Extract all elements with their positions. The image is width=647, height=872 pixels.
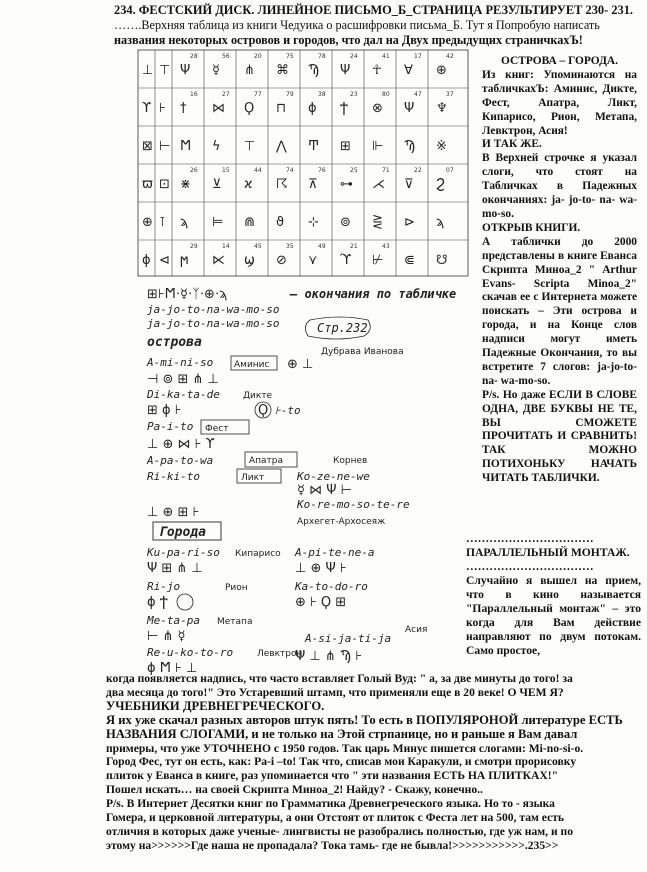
svg-text:17: 17 [414,53,422,60]
svg-text:Ϡ: Ϡ [404,139,416,154]
svg-text:35: 35 [286,243,294,250]
svg-text:⊺: ⊺ [159,215,166,230]
svg-text:ϕ Ϻ ⊦ ⊥: ϕ Ϻ ⊦ ⊥ [147,661,198,675]
svg-text:29: 29 [190,243,198,250]
svg-text:77: 77 [254,91,262,98]
svg-text:※: ※ [436,139,447,154]
montage-heading: ПАРАЛЛЕЛЬНЫЙ МОНТАЖ. [466,546,630,559]
svg-text:Ϯ: Ϯ [340,101,348,116]
sketch-island-syllables: A-mi-ni-so [147,356,214,369]
svg-text:⋛: ⋛ [372,215,383,230]
svg-text:79: 79 [286,91,294,98]
svg-text:⌘: ⌘ [276,63,289,78]
sketch-island-name: Апатра [249,456,284,466]
svg-text:56: 56 [222,53,230,60]
svg-text:25: 25 [350,167,358,174]
right-heading: ОСТРОВА – ГОРОДА. [501,55,618,67]
svg-text:ϕ: ϕ [308,101,317,116]
svg-text:44: 44 [254,167,262,174]
sketch-city-syllables: Ku-pa-ri-so [147,546,220,559]
bottom-heading: УЧЕБНИКИ ДРЕВНЕГРЕЧЕСКОГО. [106,698,325,713]
dots-divider: …………………………… [466,532,594,545]
svg-text:38: 38 [318,91,326,98]
svg-text:⊥: ⊥ [142,63,154,78]
intro-line: названия некоторых островов и городов, что дал на Двух предыдущих страничкахЪ! [114,33,583,47]
sketch-island-syllables: Ri-ki-to [147,470,200,483]
svg-text:Ϩ: Ϩ [436,177,445,192]
parallel-montage-block [466,532,641,658]
svg-text:⊲: ⊲ [159,253,170,268]
sketch-city-syllables: A-si-ja-ti-ja [305,632,392,645]
sketch-endings-label: – окончания по табличке [290,287,457,301]
sketch-island-name: Дикте [243,391,273,401]
sketch-city-name: Кипарисо [235,549,281,559]
sketch-island-name: Аминис [234,360,270,370]
syllable-table-image [130,48,475,278]
svg-text:⋒: ⋒ [244,215,255,230]
svg-text:⊓: ⊓ [276,101,287,116]
svg-text:⊦-to: ⊦-to [275,404,301,417]
svg-text:45: 45 [254,243,262,250]
svg-text:⊶: ⊶ [340,177,353,192]
svg-text:⊨: ⊨ [212,215,224,230]
svg-text:⊹: ⊹ [308,215,319,230]
sketch-city-syllables: Ri-jo [147,580,181,593]
svg-text:ϡ: ϡ [436,215,445,230]
svg-text:⊕: ⊕ [436,63,447,78]
svg-text:47: 47 [414,91,422,98]
svg-text:Ψ: Ψ [180,63,191,78]
svg-text:ϑ: ϑ [276,215,285,230]
svg-text:⋌: ⋌ [372,177,385,192]
sketch-syllables-line: ja-jo-to-na-wa-mo-so [147,317,280,330]
montage-paragraph: Случайно я вышел на прием, что в кино называется "Параллельный монтаж" – это когда для Вам действие направляют по двум потокам. Само простое, [466,574,641,657]
svg-text:ϕ: ϕ [142,253,151,268]
svg-text:⊤: ⊤ [159,63,171,78]
svg-text:Ψ: Ψ [404,101,415,116]
bottom-line: Гомера, и церковной литературы, а они Отстоят от плиток с Феста лет на 500, там есть [106,811,565,825]
sketch-kozenewe: Ko-ze-ne-we [297,470,370,483]
svg-text:⋈: ⋈ [212,101,225,116]
svg-text:⊡: ⊡ [159,177,170,192]
svg-text:74: 74 [286,167,294,174]
svg-text:ϻ: ϻ [180,253,189,268]
svg-text:⋎: ⋎ [308,253,318,268]
svg-text:80: 80 [382,91,390,98]
right-column-text [482,55,637,486]
svg-text:ϡ: ϡ [180,215,189,230]
handwritten-sketch [145,280,460,675]
svg-text:⊞ ϕ ⊦: ⊞ ϕ ⊦ [147,403,182,418]
svg-text:☿: ☿ [212,63,220,78]
svg-text:⊕ ⊦ Ϙ ⊞: ⊕ ⊦ Ϙ ⊞ [295,595,347,610]
handwritten-sketch-svg [145,280,460,675]
svg-text:⋉: ⋉ [212,253,225,268]
page-title: 234. ФЕСТСКИЙ ДИСК. ЛИНЕЙНОЕ ПИСЬМО_Б_СТРАНИЦА РЕЗУЛЬТИРУЕТ 230- 231. [114,3,634,17]
svg-text:⋔: ⋔ [244,63,255,78]
svg-text:26: 26 [190,167,198,174]
svg-text:⊥ ⊕ ⋈ ⊦ ϒ: ⊥ ⊕ ⋈ ⊦ ϒ [147,437,215,452]
svg-text:ϖ: ϖ [142,177,153,192]
svg-text:Ψ ⊥ ⋔ Ϡ ⊦: Ψ ⊥ ⋔ Ϡ ⊦ [295,649,362,664]
svg-text:ϣ: ϣ [244,253,255,268]
svg-text:♆: ♆ [436,101,448,116]
svg-text:⊠: ⊠ [142,139,153,154]
svg-text:22: 22 [414,167,422,174]
svg-text:07: 07 [446,167,454,174]
svg-text:71: 71 [382,167,390,174]
right-paragraph: Из книг: Упоминаются на табличкахЪ: Аминис, Дикте, Фест, Апатра, Ликт, Кипарисо, Рион, Метапа, Левктрон, Асия! [482,68,637,137]
svg-text:†: † [180,101,187,116]
svg-text:16: 16 [190,91,198,98]
svg-text:Ϡ: Ϡ [308,63,320,78]
right-paragraph: И ТАК ЖЕ. [482,138,542,151]
svg-text:14: 14 [222,243,230,250]
sketch-island-name: Ликт [241,473,265,483]
svg-text:20: 20 [254,53,262,60]
sketch-islands-label: острова [147,335,202,350]
sketch-koremo: Ko-re-mo-so-te-re [297,498,410,511]
svg-text:37: 37 [446,91,454,98]
svg-text:ϕ Ϯ: ϕ Ϯ [147,595,168,610]
svg-text:⋀: ⋀ [276,139,287,154]
syllable-glyphs [142,63,448,268]
svg-text:23: 23 [350,91,358,98]
svg-text:⊗: ⊗ [372,101,383,116]
svg-text:76: 76 [318,167,326,174]
bottom-line: НАЗВАНИЯ СЛОГАМИ, и не только на Этой стрпанице, но и раньше я Вам давал [106,726,578,741]
svg-text:☋: ☋ [436,253,448,268]
svg-text:ϰ: ϰ [244,177,253,192]
svg-text:28: 28 [190,53,198,60]
sketch-city-syllables: Re-u-ko-to-ro [147,646,234,659]
bottom-line: Пошел искать… на своей Скрипта Миноа_2! Найду? - Скажу, конечно.. [106,783,483,797]
dots-divider: …………………………… [466,560,594,573]
sketch-syllables-line: ja-jo-to-na-wa-mo-so [147,303,280,316]
svg-text:⊢ ⋔ ☿: ⊢ ⋔ ☿ [147,629,186,644]
syllable-table-svg [130,48,475,278]
svg-text:⊤: ⊤ [244,139,256,154]
svg-text:☥: ☥ [372,63,382,78]
sketch-city-name: Рион [225,583,248,593]
svg-text:43: 43 [382,243,390,250]
sketch-city-name: Асия [405,625,428,635]
right-paragraph: В Верхней строчке я указал слоги, что стоят на Табличках в Падежных окончаниях: ja- jo-to- na- wa-mo-so. [482,152,637,220]
svg-text:⊞: ⊞ [340,139,351,154]
bottom-line: этому на>>>>>>Где наша не пропадала? Тока тамь- где не бывла!>>>>>>>>>>>.235>> [106,838,559,852]
svg-text:⋇: ⋇ [180,177,191,192]
sketch-island-syllables: Di-ka-ta-de [147,388,220,401]
svg-text:Ψ: Ψ [340,63,351,78]
svg-text:15: 15 [222,167,230,174]
sketch-island-name: Фест [205,424,229,434]
svg-text:ϓ: ϓ [340,253,351,268]
intro-paragraph [114,18,644,48]
svg-text:⊳: ⊳ [404,215,415,230]
sketch-city-name: Левктрон [257,649,303,659]
intro-line: …….Верхняя таблица из книги Чедуика о расшифровки письма_Б. Тут я Попробую написать [114,18,600,32]
sketch-kornev-label: Корнев [333,456,368,466]
bottom-line: отличия в которых даже ученые- лингвисты не разобрались полностью, где уж нам, и по [106,824,573,838]
svg-text:75: 75 [286,53,294,60]
svg-text:24: 24 [350,53,358,60]
svg-text:42: 42 [446,53,454,60]
right-paragraph: А таблички до 2000 представлены в книге Еванса Скрипта Миноа_2 " Arthur Evans- Scripta Minoa_2" скачав ее с Интернета можете поискать – Эти острова и города, и на Конце слов надписи могут иметь Падежные Окончания, то вы встретите 7 слогов: ja-jo-to- na- wa-mo-so. [482,235,637,387]
svg-text:⊩: ⊩ [372,139,384,154]
sketch-island-syllables: Pa-i-to [147,420,194,433]
sketch-dubrava-label: Дубрава Иванова [321,347,404,357]
svg-text:⊥ ⊕ ⊞ ⊦: ⊥ ⊕ ⊞ ⊦ [147,505,200,520]
svg-text:⊻: ⊻ [212,177,222,192]
bottom-line: Город Фес, тут он есть, как: Pa-i –to! Так что, списав мои Каракули, и смотри прорисовку [106,755,577,769]
svg-text:⊬: ⊬ [372,253,384,268]
bottom-line: когда появляется надпись, что часто вставляет Голый Вуд: " а, за две минуты до того! за [106,672,573,685]
svg-text:⊣ ⊚ ⊞ ⋔ ⊥: ⊣ ⊚ ⊞ ⋔ ⊥ [147,372,219,387]
svg-text:☿ ⋈ Ψ ⊢: ☿ ⋈ Ψ ⊢ [297,483,352,498]
right-subheading: ОТКРЫВ КНИГИ. [482,221,581,234]
svg-text:⊥ ⊕ Ψ ⊦: ⊥ ⊕ Ψ ⊦ [295,561,347,576]
sketch-stamp: Стр.232 [317,321,368,335]
sketch-city-syllables: Me-ta-pa [147,614,200,627]
svg-text:⊕ ⊥: ⊕ ⊥ [287,357,314,372]
svg-text:⊕: ⊕ [142,215,153,230]
svg-text:Ϙ: Ϙ [244,101,255,116]
svg-text:⊼: ⊼ [308,177,318,192]
svg-text:21: 21 [350,243,358,250]
svg-text:∀: ∀ [404,63,413,78]
svg-text:⊘: ⊘ [276,253,287,268]
sketch-island-syllables: A-pa-to-wa [147,454,214,467]
svg-text:Ψ ⊞ ⋔ ⊥: Ψ ⊞ ⋔ ⊥ [147,561,203,576]
svg-text:Ϙ: Ϙ [258,403,269,418]
bottom-line: Я их уже скачал разных авторов штук пять! То есть в ПОПУЛЯРОНОЙ литературе ЕСТЬ [106,712,623,727]
bottom-line: P/s. В Интернет Десятки книг по Грамматика Древнегреческого языка. Но то - языка [106,797,555,811]
svg-text:ϒ: ϒ [142,101,152,116]
svg-text:ϟ: ϟ [212,139,221,154]
bottom-text [106,672,642,853]
svg-text:78: 78 [318,53,326,60]
svg-text:⊢: ⊢ [159,139,171,154]
svg-text:⊦: ⊦ [159,101,166,116]
svg-text:⊽: ⊽ [404,177,414,192]
svg-text:Ͳ: Ͳ [308,139,320,154]
sketch-glyph-row: ⊞⊦Ϻ⋅☿⋅ᛉ⋅⊕⋅ϡ [147,287,228,302]
svg-text:49: 49 [318,243,326,250]
sketch-city-name: Метапа [217,617,253,627]
svg-text:⋐: ⋐ [404,253,415,268]
sketch-archeg-label: Архегет-Архосеяж [297,517,386,527]
svg-text:☈: ☈ [276,177,288,192]
sketch-cities-label: Города [159,525,206,540]
right-paragraph: P/s. Но даже ЕСЛИ В СЛОВЕ ОДНА, ДВЕ БУКВЫ НЕ ТЕ, ВЫ СМОЖЕТЕ ПРОЧИТАТЬ И СРАВНИТЬ! ТАК МОЖНО ПОТИХОНЬКУ НАЧАТЬ ЧИТАТЬ ТАБЛИЧКИ. [482,388,637,485]
svg-text:Ϻ: Ϻ [180,139,192,154]
sketch-city-syllables: A-pi-te-ne-a [295,546,375,559]
page-header [114,3,639,18]
svg-text:41: 41 [382,53,390,60]
bottom-line: два месяца до того!" Это Устаревший штамп, что применяли еще в 20 веке! О ЧЕМ Я? [106,685,564,699]
svg-text:⊚: ⊚ [340,215,351,230]
bottom-line: плиток у Еванса в книге, раз упоминается что " эти названия ЕСТЬ НА ПЛИТКАХ!" [106,769,559,783]
bottom-line: примеры, что уже УТОЧНЕНО с 1950 годов. Так царь Минус пишется слогами: Mi-no-si-o. [106,741,584,755]
svg-text:27: 27 [222,91,230,98]
sketch-city-syllables: Ka-to-do-ro [295,580,368,593]
